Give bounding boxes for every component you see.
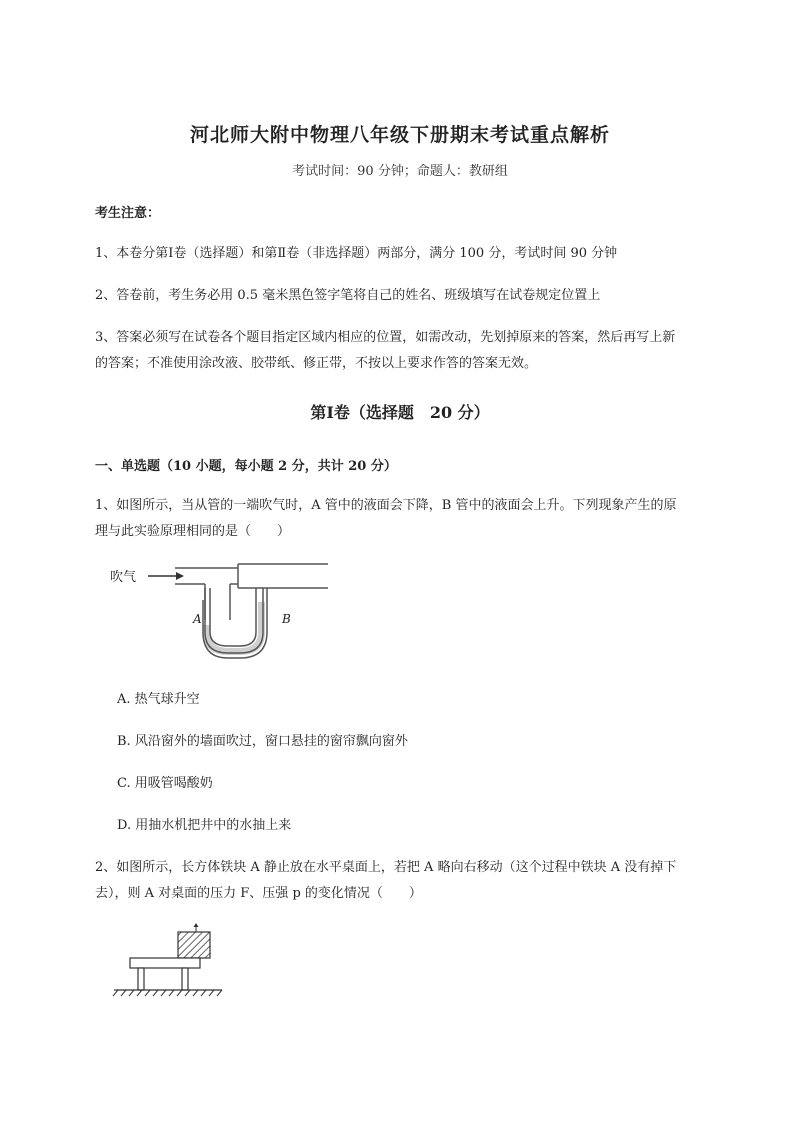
notice-item-continued: 的答案；不准使用涂改液、胶带纸、修正带，不按以上要求作答的答案无效。 <box>95 356 538 371</box>
option-d[interactable]: D. 用抽水机把井中的水抽上来 <box>117 818 292 833</box>
part-heading: 一、单选题（10 小题，每小题 2 分，共计 20 分） <box>95 459 397 474</box>
question-2-stem-continued: 去），则 A 对桌面的压力 F、压强 p 的变化情况（ ） <box>95 886 422 901</box>
notice-item: 1、本卷分第Ⅰ卷（选择题）和第Ⅱ卷（非选择题）两部分，满分 100 分，考试时间 90 分钟 <box>95 246 618 261</box>
exam-info: 考试时间：90 分钟；命题人：教研组 <box>292 164 508 179</box>
question-1-stem: 1、如图所示，当从管的一端吹气时，A 管中的液面会下降，B 管中的液面会上升。下列现象产生的原 <box>95 498 677 513</box>
blow-label: 吹气 <box>110 570 137 585</box>
tube-b-label: B <box>282 612 291 626</box>
option-b[interactable]: B. 风沿窗外的墙面吹过，窗口悬挂的窗帘飘向窗外 <box>117 734 408 749</box>
u-tube-figure <box>110 560 340 670</box>
notice-heading: 考生注意： <box>95 206 161 221</box>
option-a[interactable]: A. 热气球升空 <box>117 692 200 707</box>
table-block-figure <box>110 918 240 1000</box>
section-title: 第Ⅰ卷（选择题 20 分） <box>310 403 490 422</box>
notice-item: 2、答卷前，考生务必用 0.5 毫米黑色签字笔将自己的姓名、班级填写在试卷规定位置上 <box>95 288 601 303</box>
notice-item: 3、答案必须写在试卷各个题目指定区域内相应的位置，如需改动，先划掉原来的答案，然后再写上新 <box>95 330 676 345</box>
question-1-stem-continued: 理与此实验原理相同的是（ ） <box>95 524 291 539</box>
option-c[interactable]: C. 用吸管喝酸奶 <box>117 776 213 791</box>
tube-a-label: A <box>193 612 202 626</box>
page-title: 河北师大附中物理八年级下册期末考试重点解析 <box>189 124 610 146</box>
question-2-stem: 2、如图所示，长方体铁块 A 静止放在水平桌面上，若把 A 略向右移动（这个过程中铁块 A 没有掉下 <box>95 860 677 875</box>
